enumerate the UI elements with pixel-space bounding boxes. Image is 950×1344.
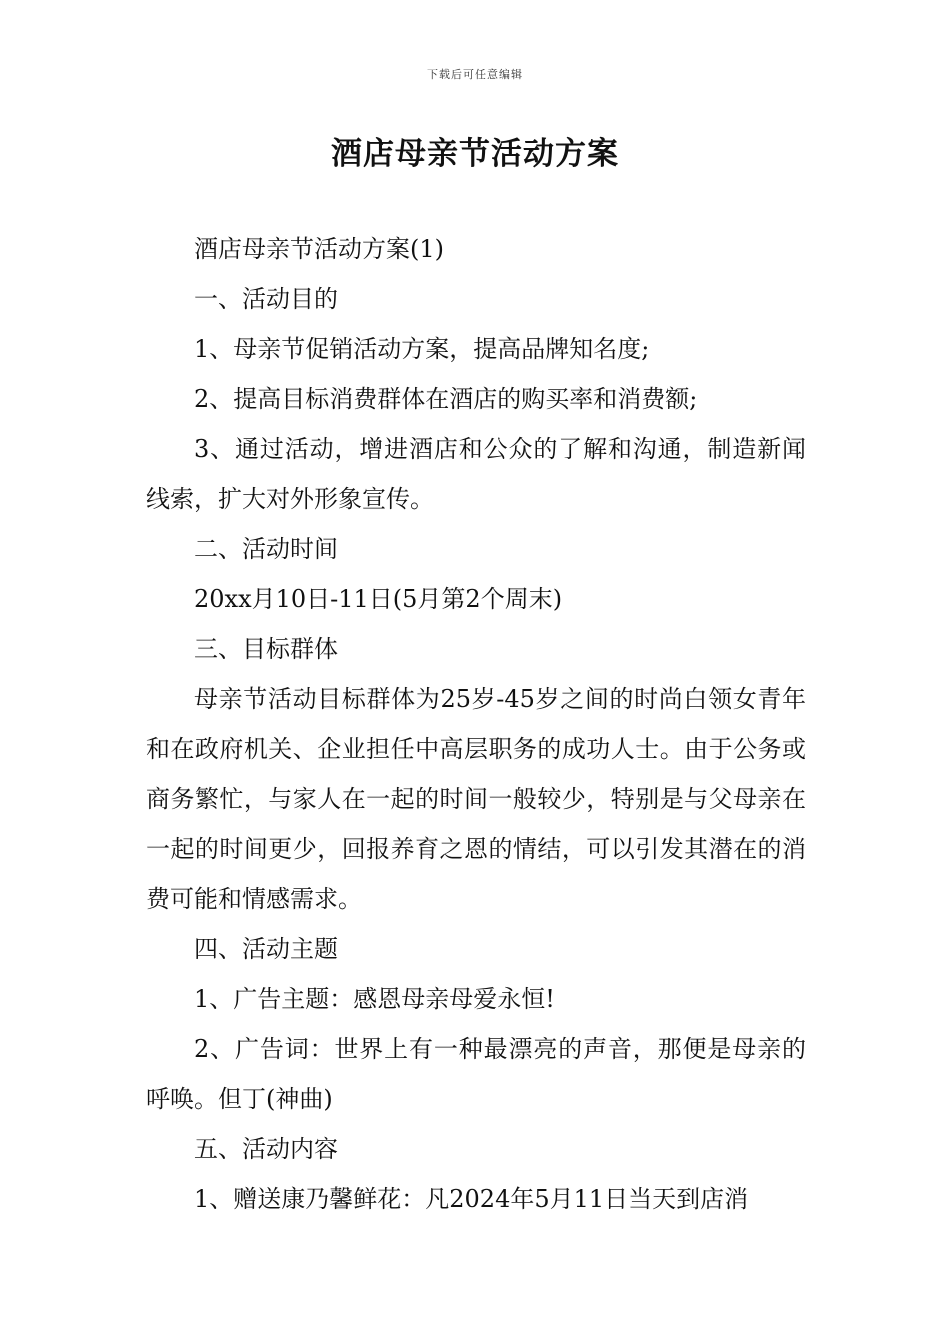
list-item: 1、赠送康乃馨鲜花：凡2024年5月11日当天到店消 [194,1185,749,1213]
list-item: 1、母亲节促销活动方案，提高品牌知名度; [194,335,650,363]
header-note: 下载后可任意编辑 [427,68,523,81]
document-body [146,224,806,1224]
body-paragraph: 20xx月10日-11日(5月第2个周末) [194,585,563,613]
list-item: 2、提高目标消费群体在酒店的购买率和消费额; [194,385,698,413]
document-title: 酒店母亲节活动方案 [331,136,619,172]
body-paragraph: 母亲节活动目标群体为25岁-45岁之间的时尚白领女青年和在政府机关、企业担任中高层职务的成功人士。由于公务或商务繁忙，与家人在一起的时间一般较少，特别是与父母亲在一起的时间更少，回报养育之恩的情结，可以引发其潜在的消费可能和情感需求。 [146,685,806,913]
section-heading: 五、活动内容 [194,1135,338,1163]
list-item: 1、广告主题：感恩母亲母爱永恒! [194,985,555,1013]
section-heading: 酒店母亲节活动方案(1) [194,235,444,263]
section-heading: 四、活动主题 [194,935,338,963]
section-heading: 一、活动目的 [194,285,338,313]
section-heading: 二、活动时间 [194,535,338,563]
list-item: 3、通过活动，增进酒店和公众的了解和沟通，制造新闻线索，扩大对外形象宣传。 [146,435,806,513]
section-heading: 三、目标群体 [194,635,338,663]
list-item: 2、广告词：世界上有一种最漂亮的声音，那便是母亲的呼唤。但丁(神曲) [146,1035,806,1113]
